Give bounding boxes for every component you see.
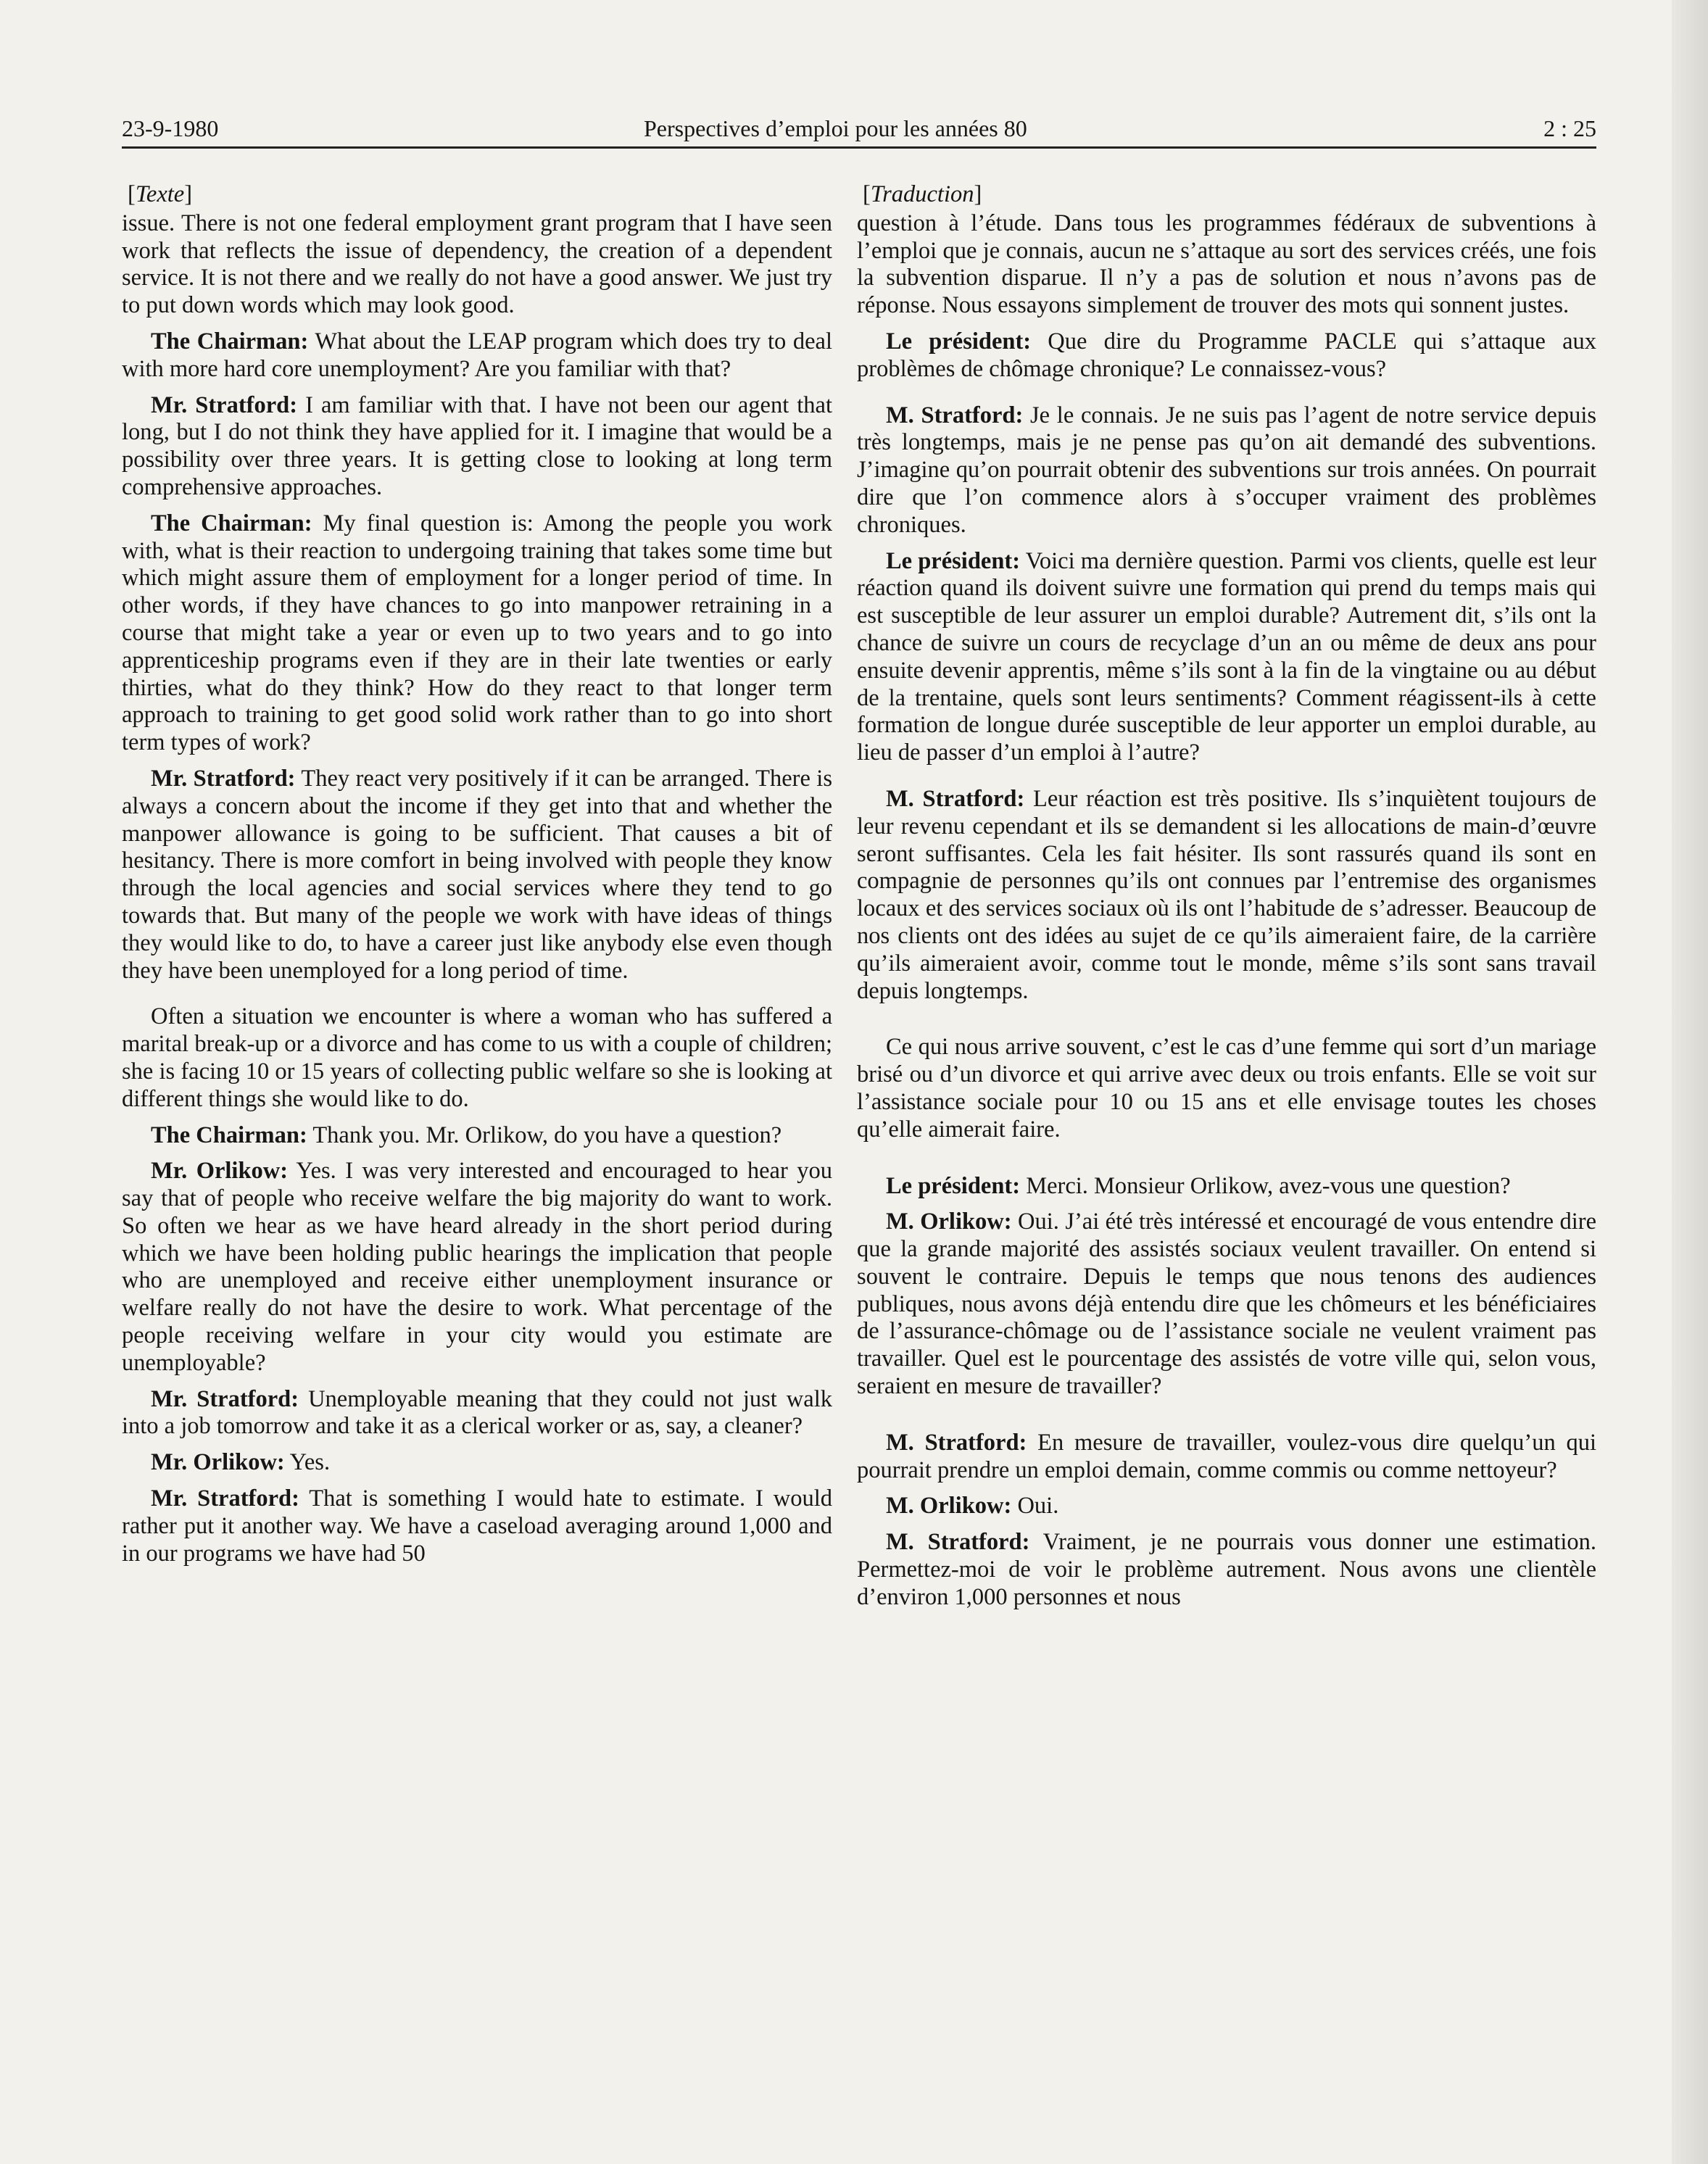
speaker-label: Le président: [886, 328, 1032, 355]
paragraph [857, 1493, 1596, 1520]
paragraph-text: Yes. [284, 1449, 331, 1476]
paragraph-text: Unemployable meaning that they could not just walk into a job tomorrow and take it as a clerical worker or as, say, a cleaner? [122, 1385, 832, 1440]
speaker-label: M. Stratford: [886, 1529, 1030, 1556]
paragraph-text: issue. There is not one federal employment grant program that I have seen work that reflects the issue of dependency, the creation of a dependent service. It is not there and we really do not have a good answer. We just try to put down words which may look good. [122, 210, 832, 319]
speaker-label: Mr. Stratford: [151, 1385, 299, 1412]
page-edge-shadow [1672, 0, 1708, 2164]
paragraph [857, 1430, 1596, 1485]
paragraph-text: Leur réaction est très positive. Ils s’inquiètent toujours de leur revenu cependant et ils se demandent si les allocations de main-d’œuvre seront suffisantes. Cela les fait hésiter. Ils sont rassurés quand ils sont en compagnie de personnes qu’ils ont connues par l’entremise des organismes locaux et des services sociaux où ils ont l’habitude de s’adresser. Beaucoup de nos clients ont des idées au sujet de ce qu’ils aimeraient faire, de la carrière qu’ils aimeraient avoir, comme tout le monde, même s’ils sont sans travail depuis longtemps. [857, 785, 1596, 1004]
speaker-label: Mr. Orlikow: [151, 1158, 289, 1185]
paragraph [122, 510, 832, 757]
language-tag: [ Texte ] [122, 181, 832, 209]
paragraph-text: Oui. [1011, 1493, 1059, 1520]
paragraph [122, 392, 832, 502]
speaker-label: M. Orlikow: [886, 1209, 1012, 1235]
paragraph [122, 1386, 832, 1441]
paragraph-text: Je le connais. Je ne suis pas l’agent de notre service depuis très longtemps, mais je ne pense pas qu’on ait demandé des subventions. J’imagine qu’on pourrait obtenir des subventions sur trois années. On pourrait dire que l’on commence alors à s’occuper vraiment des problèmes chroniques. [857, 402, 1597, 538]
paragraph-text: question à l’étude. Dans tous les programmes fédéraux de subventions à l’emploi que je connais, aucun ne s’attaque au sort des services créés, une fois la subvention disparue. Il n’y a pas de solution et nous n’avons pas de réponse. Nous essayons simplement de trouver des mots qui sonnent justes. [857, 210, 1596, 319]
speaker-label: The Chairman: [151, 328, 309, 355]
paragraph [857, 548, 1596, 767]
paragraph-text: Yes. I was very interested and encouraged to hear you say that of people who receive welfare the big majority do want to work. So often we hear as we have heard already in the short period during which we have been holding public hearings the implication that people who are unemployed and receive either unemployment insurance or welfare really do not have the desire to work. What percentage of the people receiving welfare in your city would you estimate are unemployable? [122, 1158, 833, 1376]
speaker-label: Mr. Stratford: [151, 391, 298, 418]
paragraph-text: Voici ma dernière question. Parmi vos clients, quelle est leur réaction quand ils doivent suivre une formation qui prend du temps mais qui est susceptible de leur assurer un emploi durable? Autrement dit, s’ils ont la chance de suivre un cours de recyclage d’un an ou même de deux ans pour ensuite devenir apprentis, même s’ils sont à la fin de la vingtaine ou au début de la trentaine, quels sont leurs sentiments? Comment réagissent-ils à cette formation de longue durée susceptible de leur apporter un emploi durable, au lieu de passer d’un emploi à l’autre? [857, 547, 1596, 766]
speaker-label: M. Stratford: [886, 785, 1025, 812]
paragraph [857, 786, 1596, 1005]
paragraph-text: Merci. Monsieur Orlikow, avez-vous une question? [1020, 1172, 1511, 1199]
paragraph-text: Thank you. Mr. Orlikow, do you have a question? [307, 1122, 782, 1148]
paragraph [857, 1529, 1596, 1611]
french-column [857, 181, 1596, 1620]
paragraph-text: I am familiar with that. I have not been our agent that long, but I do not think they have applied for it. I imagine that would be a possibility over three years. It is getting close to looking at long term comprehensive approaches. [122, 391, 832, 500]
paragraph-text: Ce qui nous arrive souvent, c’est le cas d’une femme qui sort d’un mariage brisé ou d’un divorce et qui arrive avec deux ou trois enfants. Elle se voit sur l’assistance sociale pour 10 ou 15 ans et elle envisage toutes les choses qu’elle aimerait faire. [857, 1034, 1596, 1143]
paragraph [122, 1122, 832, 1150]
paragraph-text: Often a situation we encounter is where a woman who has suffered a marital break-up or a divorce and has come to us with a couple of children; she is facing 10 or 15 years of collecting public welfare so she is looking at different things she would like to do. [122, 1003, 832, 1112]
speaker-label: M. Orlikow: [886, 1493, 1012, 1520]
paragraph-text: Oui. J’ai été très intéressé et encouragé de vous entendre dire que la grande majorité des assistés sociaux veulent travailler. On entend si souvent le contraire. Depuis le temps que nous tenons des audiences publiques, nous avons déjà entendu dire que les chômeurs et les bénéficiaires de l’assurance-chômage ou de l’assistance sociale ne veulent vraiment pas travailler. Quel est le pourcentage des assistés de votre ville qui, selon vous, seraient en mesure de travailler? [857, 1209, 1596, 1400]
running-header [122, 106, 1596, 149]
paragraph [122, 1485, 832, 1567]
paragraph [857, 1034, 1596, 1143]
language-tag: [ Traduction ] [857, 181, 1596, 209]
paragraph [857, 402, 1596, 539]
paragraph [857, 1173, 1596, 1201]
paragraph-text: My final question is: Among the people you work with, what is their reaction to undergoing training that takes some time but which might assure them of employment for a longer period of time. In other words, if they have chances to go into manpower retraining in a course that might take a year or even up to two years and to go into apprenticeship programs even if they are in their late twenties or early thirties, what do they think? How do they react to that longer term approach to training to get good solid work rather than to go into short term types of work? [122, 510, 832, 756]
paragraph-text: Vraiment, je ne pourrais vous donner une estimation. Permettez-moi de voir le problème autrement. Nous avons une clientèle d’environ 1,000 personnes et nous [857, 1529, 1596, 1610]
speaker-label: Le président: [886, 547, 1021, 574]
speaker-label: M. Stratford: [886, 402, 1024, 428]
paragraph-text: What about the LEAP program which does try to deal with more hard core unemployment? Are you familiar with that? [122, 328, 833, 382]
paragraph-text: En mesure de travailler, voulez-vous dire quelqu’un qui pourrait prendre un emploi demain, comme commis ou comme nettoyeur? [857, 1429, 1596, 1483]
speaker-label: Mr. Stratford: [151, 765, 296, 792]
speaker-label: M. Stratford: [886, 1429, 1027, 1456]
english-column [122, 181, 832, 1576]
paragraph-text: They react very positively if it can be arranged. There is always a concern about the income if they get into that and whether the manpower allowance is going to be sufficient. That causes a bit of hesitancy. There is more comfort in being involved with people they know through the local agencies and social services where they tend to go towards that. But many of the people we work with have ideas of things they would like to do, to have a career just like anybody else even though they have been unemployed for a long period of time. [122, 765, 832, 984]
paragraph [122, 210, 832, 320]
speaker-label: The Chairman: [151, 1122, 307, 1148]
paragraph [122, 328, 832, 384]
speaker-label: Mr. Orlikow: [151, 1449, 285, 1476]
header-title: Perspectives d’emploi pour les années 80 [644, 115, 1027, 141]
header-page-number: 2 : 25 [1543, 115, 1596, 141]
paragraph [857, 1209, 1596, 1401]
paragraph [122, 766, 832, 984]
paragraph-text: Que dire du Programme PACLE qui s’attaque aux problèmes de chômage chronique? Le connaissez-vous? [857, 328, 1596, 382]
speaker-label: The Chairman: [151, 510, 312, 536]
paragraph [122, 1003, 832, 1113]
paragraph [122, 1158, 832, 1377]
header-date: 23-9-1980 [122, 115, 219, 141]
paragraph-text: That is something I would hate to estimate. I would rather put it another way. We have a caseload averaging around 1,000 and in our programs we have had 50 [122, 1485, 832, 1567]
speaker-label: Le président: [886, 1172, 1021, 1199]
paragraph [857, 328, 1596, 384]
paragraph [122, 1449, 832, 1477]
speaker-label: Mr. Stratford: [151, 1485, 299, 1512]
paragraph [857, 210, 1596, 320]
